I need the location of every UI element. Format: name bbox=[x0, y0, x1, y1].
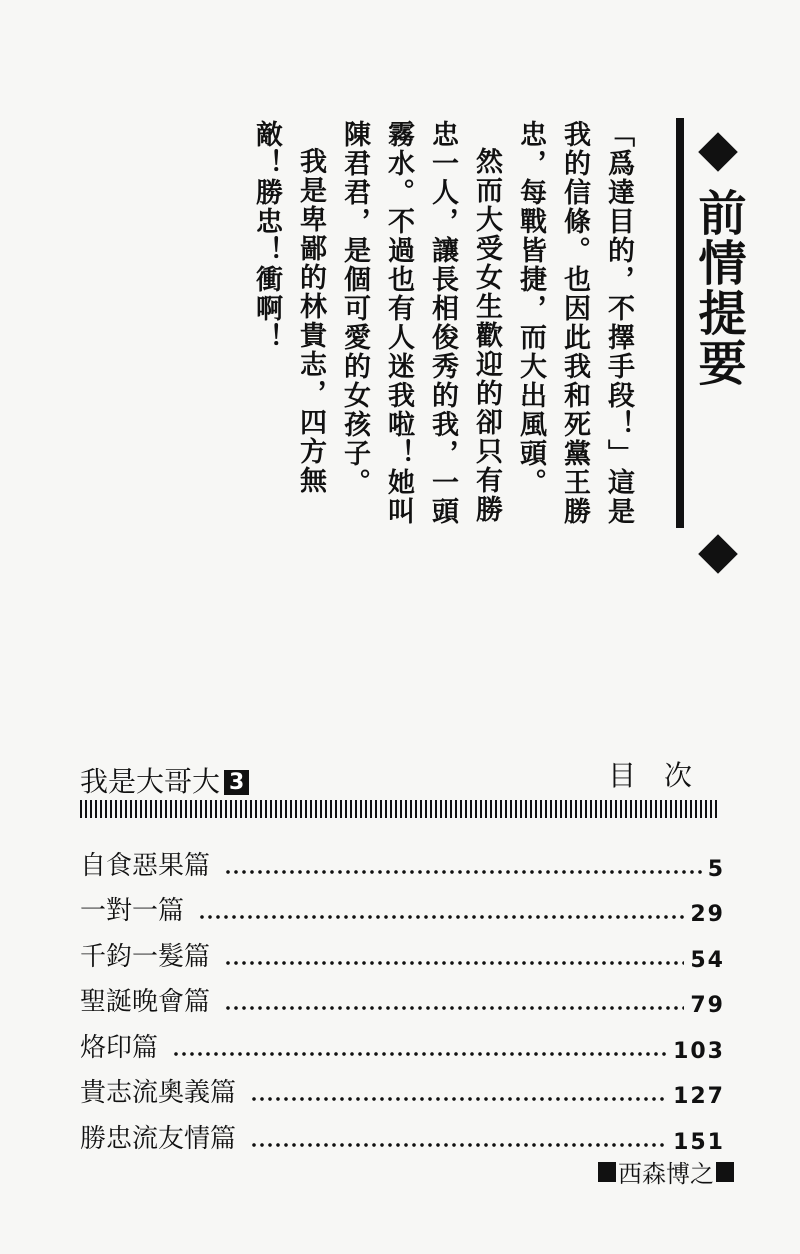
diamond-icon bbox=[698, 132, 738, 172]
synopsis-heading-block bbox=[676, 118, 748, 528]
dot-leader bbox=[224, 961, 684, 965]
synopsis-paragraph: 然而大受女生歡迎的卻只有勝忠一人，讓長相俊秀的我，一頭霧水。不過也有人迷我啦！她叫陳君君，是個可愛的女孩子。 bbox=[339, 120, 502, 526]
square-icon bbox=[716, 1162, 734, 1182]
synopsis-paragraph: 「爲達目的，不擇手段！」這是我的信條。也因此我和死黨王勝忠，每戰皆捷，而大出風頭。 bbox=[515, 120, 634, 526]
toc-entry[interactable] bbox=[80, 836, 725, 882]
toc-entry[interactable] bbox=[80, 1018, 725, 1064]
dot-leader bbox=[224, 870, 702, 874]
toc-page: 103 bbox=[673, 1038, 725, 1064]
synopsis-paragraph: 我是卑鄙的林貴志，四方無敵！勝忠！衝啊！ bbox=[251, 120, 326, 495]
toc-entry[interactable] bbox=[80, 973, 725, 1019]
dot-leader bbox=[224, 1006, 684, 1010]
synopsis-text bbox=[244, 120, 640, 550]
toc-page: 151 bbox=[673, 1129, 725, 1155]
toc-title: 貴志流奧義篇 bbox=[80, 1078, 237, 1108]
toc-entry[interactable] bbox=[80, 927, 725, 973]
toc-title: 一對一篇 bbox=[80, 896, 185, 926]
author-name: 西森博之 bbox=[618, 1160, 714, 1188]
toc-entry[interactable] bbox=[80, 1109, 725, 1155]
dot-leader bbox=[250, 1097, 667, 1101]
toc-title: 勝忠流友情篇 bbox=[80, 1123, 237, 1154]
book-title bbox=[80, 760, 249, 800]
heading-rule bbox=[676, 118, 684, 528]
table-of-contents bbox=[80, 836, 725, 1155]
toc-page: 127 bbox=[673, 1084, 725, 1109]
toc-page: 79 bbox=[690, 993, 725, 1018]
dot-leader bbox=[250, 1143, 667, 1147]
toc-entry[interactable] bbox=[80, 882, 725, 928]
volume-badge: 3 bbox=[224, 770, 249, 795]
toc-title: 自食惡果篇 bbox=[80, 850, 211, 881]
toc-title: 千鈞一髮篇 bbox=[80, 941, 211, 972]
contents-label: 目次 bbox=[607, 759, 720, 792]
square-icon bbox=[598, 1162, 616, 1182]
author-credit bbox=[596, 1154, 736, 1189]
synopsis-title: 前情提要 bbox=[690, 188, 746, 388]
dot-leader bbox=[172, 1052, 667, 1056]
contents-divider bbox=[80, 800, 720, 818]
toc-page: 29 bbox=[690, 902, 725, 927]
book-title-text: 我是大哥大 bbox=[80, 765, 221, 798]
toc-title: 聖誕晚會篇 bbox=[80, 987, 211, 1017]
toc-title: 烙印篇 bbox=[80, 1032, 159, 1063]
dot-leader bbox=[198, 915, 684, 919]
toc-page: 5 bbox=[707, 856, 725, 882]
diamond-icon bbox=[698, 534, 738, 574]
toc-page: 54 bbox=[690, 947, 725, 973]
toc-entry[interactable] bbox=[80, 1064, 725, 1110]
